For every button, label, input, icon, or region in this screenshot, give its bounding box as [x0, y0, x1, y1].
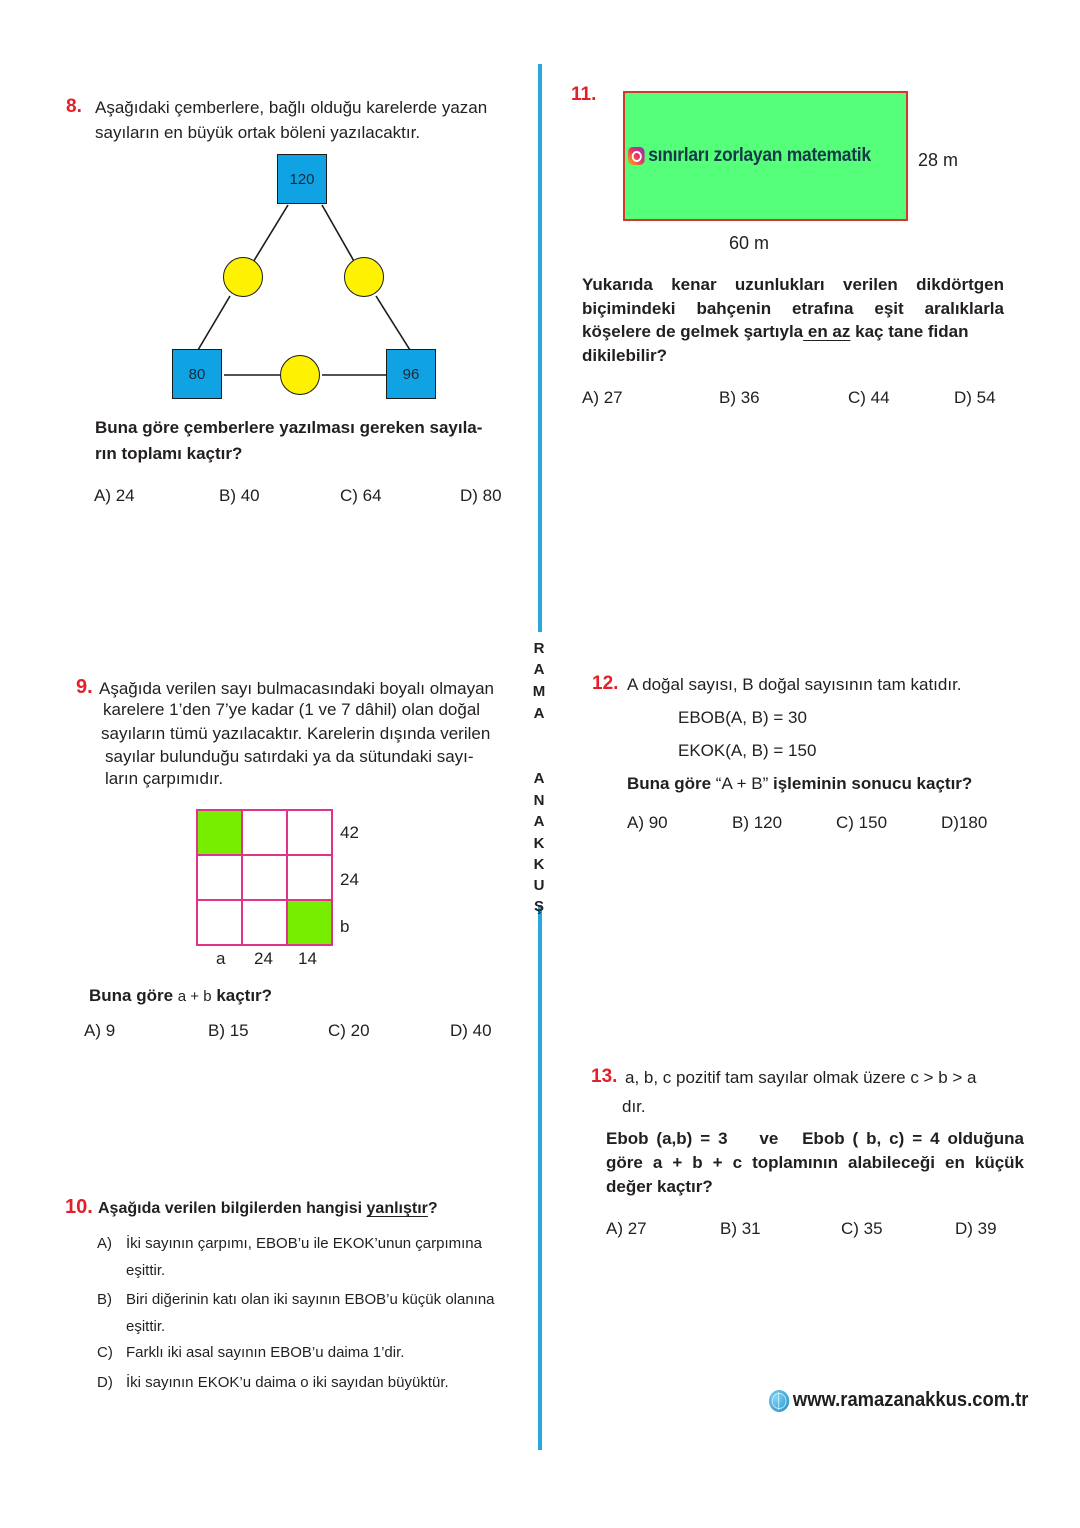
question-number: 12.: [592, 673, 619, 694]
option-text: eşittir.: [126, 1318, 166, 1335]
answer-option-c[interactable]: C) 44: [848, 388, 890, 407]
question-prompt-line: Buna göre çemberlere yazılması gereken sayıla-: [95, 418, 483, 437]
answer-option-a[interactable]: A) 24: [94, 486, 135, 505]
prompt-underlined: yanlıştır: [366, 1200, 428, 1217]
answer-option-c[interactable]: C) 64: [340, 486, 382, 505]
vertical-letter: U: [533, 877, 545, 894]
column-label: 14: [298, 949, 317, 968]
ebob-equation: EBOB(A, B) = 30: [678, 708, 807, 727]
empty-circle-left: [223, 257, 263, 297]
answer-option-c[interactable]: [97, 1342, 404, 1364]
answer-option-d[interactable]: D) 80: [460, 486, 502, 505]
question-text-line: sayılar bulunduğu satırdaki ya da sütundaki sayı-: [105, 747, 474, 766]
grid-cell: [242, 855, 287, 900]
globe-icon: [769, 1390, 789, 1412]
question-number: 10.: [65, 1196, 93, 1218]
brand-text: sınırları zorlayan matematik: [648, 145, 871, 166]
question-text-line: Aşağıdaki çemberlere, bağlı olduğu karelerde yazan: [95, 98, 488, 117]
vertical-letter: A: [533, 770, 545, 787]
answer-option-b[interactable]: B) 36: [719, 388, 760, 407]
question-text-line: A doğal sayısı, B doğal sayısının tam katıdır.: [627, 675, 962, 694]
row-label: b: [340, 917, 350, 936]
prompt-underlined: en az: [803, 322, 851, 341]
website-link[interactable]: www.ramazanakkus.com.tr: [792, 1389, 1029, 1411]
option-text: eşittir.: [126, 1262, 166, 1279]
vertical-letter: A: [533, 813, 545, 830]
option-text: İki sayının çarpımı, EBOB’u ile EKOK’unun çarpımına: [126, 1235, 482, 1252]
number-square-top: 120: [277, 154, 327, 204]
option-text: İki sayının EKOK’u daima o iki sayıdan büyüktür.: [126, 1374, 449, 1391]
number-puzzle-grid: [196, 809, 333, 946]
answer-option-a[interactable]: A) 27: [606, 1219, 647, 1238]
website-footer[interactable]: [769, 1389, 1028, 1412]
question-text-line: Aşağıda verilen sayı bulmacasındaki boyalı olmayan: [99, 679, 494, 698]
prompt-text: Aşağıda verilen bilgilerden hangisi: [98, 1200, 363, 1217]
prompt-text: Buna göre: [627, 774, 712, 793]
ekok-equation: EKOK(A, B) = 150: [678, 741, 817, 760]
grid-cell: [197, 900, 242, 945]
vertical-letter: Ş: [533, 898, 544, 915]
question-prompt: [89, 984, 272, 1008]
grid-cell: [287, 810, 332, 855]
question-text-line: a, b, c pozitif tam sayılar olmak üzere c > b > a: [625, 1068, 977, 1087]
vertical-letter: K: [533, 856, 545, 873]
prompt-text: kaçtır?: [216, 986, 273, 1005]
answer-option-b[interactable]: B) 31: [720, 1219, 761, 1238]
answer-option-d[interactable]: D) 40: [450, 1021, 492, 1040]
option-text: Farklı iki asal sayının EBOB’u daima 1’dir.: [126, 1344, 405, 1361]
question-prompt: [98, 1200, 438, 1218]
number-square-left: 80: [172, 349, 222, 399]
question-text-line: [582, 320, 969, 343]
vertical-letter: A: [533, 661, 545, 678]
question-prompt-line: Ebob (a,b) = 3 ve Ebob ( b, c) = 4 olduğuna: [606, 1129, 1024, 1148]
instagram-icon: [628, 147, 645, 165]
grid-cell-shaded: [287, 900, 332, 945]
answer-option-c[interactable]: C) 150: [836, 813, 888, 832]
answer-option-b[interactable]: B) 40: [219, 486, 260, 505]
vertical-letter: K: [533, 835, 545, 852]
vertical-letter: A: [533, 705, 545, 722]
vertical-letter: R: [533, 640, 545, 657]
question-number: 13.: [591, 1066, 618, 1087]
question-prompt-line: göre a + b + c toplamının alabileceği en küçük: [606, 1153, 1024, 1172]
empty-circle-bottom: [280, 355, 320, 395]
option-letter: D): [97, 1374, 113, 1391]
question-prompt-line: değer kaçtır?: [606, 1177, 713, 1196]
answer-option-b[interactable]: B) 15: [208, 1021, 249, 1040]
answer-option-a[interactable]: A) 27: [582, 388, 623, 407]
grid-cell: [242, 900, 287, 945]
grid-cell: [287, 855, 332, 900]
answer-option-a[interactable]: [97, 1230, 526, 1284]
grid-cell: [197, 855, 242, 900]
question-prompt: [627, 772, 972, 795]
column-label: a: [216, 949, 226, 968]
question-number: 8.: [66, 96, 82, 117]
column-label: 24: [254, 949, 273, 968]
question-text-line: sayıların en büyük ortak böleni yazılacaktır.: [95, 123, 421, 142]
prompt-text: kaç tane fidan: [850, 322, 969, 341]
answer-option-b[interactable]: [97, 1286, 536, 1340]
question-text-line: Yukarıda kenar uzunlukları verilen dikdörtgen: [582, 275, 1004, 294]
question-prompt-line: rın toplamı kaçtır?: [95, 444, 243, 463]
grid-cell-shaded: [197, 810, 242, 855]
question-text-line: karelere 1’den 7’ye kadar (1 ve 7 dâhil) olan doğal: [103, 700, 481, 719]
prompt-text: işleminin sonucu kaçtır?: [772, 774, 973, 793]
option-letter: A): [97, 1235, 112, 1252]
prompt-text: ?: [427, 1200, 438, 1217]
answer-option-d[interactable]: D) 39: [955, 1219, 997, 1238]
question-text-line: sayıların tümü yazılacaktır. Karelerin dışında verilen: [101, 724, 491, 743]
number-square-right: 96: [386, 349, 436, 399]
question-text-line: dır.: [622, 1097, 646, 1116]
answer-option-a[interactable]: A) 9: [84, 1021, 116, 1040]
option-text: Biri diğerinin katı olan iki sayının EBOB’u küçük olanına: [126, 1291, 495, 1308]
answer-option-a[interactable]: A) 90: [627, 813, 668, 832]
question-text-line: biçimindeki bahçenin etrafına eşit aralıklarla: [582, 299, 1004, 318]
width-label: 60 m: [729, 233, 770, 253]
prompt-expression: a + b: [177, 988, 212, 1005]
question-number: 11.: [571, 84, 597, 105]
answer-option-c[interactable]: C) 20: [328, 1021, 370, 1040]
option-letter: B): [97, 1291, 112, 1308]
empty-circle-right: [344, 257, 384, 297]
vertical-letter: M: [532, 683, 546, 700]
prompt-expression: “A + B”: [715, 774, 769, 793]
answer-option-c[interactable]: C) 35: [841, 1219, 883, 1238]
option-letter: C): [97, 1344, 113, 1361]
question-number: 9.: [76, 676, 93, 698]
row-label: 24: [340, 870, 359, 889]
question-text-line: dikilebilir?: [582, 346, 668, 365]
prompt-text: Buna göre: [89, 986, 174, 1005]
answer-option-d[interactable]: D)180: [941, 813, 988, 832]
question-text-line: ların çarpımıdır.: [105, 769, 224, 788]
row-label: 42: [340, 823, 359, 842]
vertical-letter: N: [533, 792, 545, 809]
height-label: 28 m: [918, 150, 959, 170]
prompt-text: köşelere de gelmek şartıyla: [582, 322, 804, 341]
column-divider-bottom: [538, 905, 542, 1450]
column-divider-top: [538, 64, 542, 632]
answer-option-b[interactable]: B) 120: [732, 813, 783, 832]
answer-option-d[interactable]: D) 54: [954, 388, 996, 407]
answer-option-d[interactable]: [97, 1372, 449, 1394]
grid-cell: [242, 810, 287, 855]
brand-watermark: [628, 145, 871, 167]
